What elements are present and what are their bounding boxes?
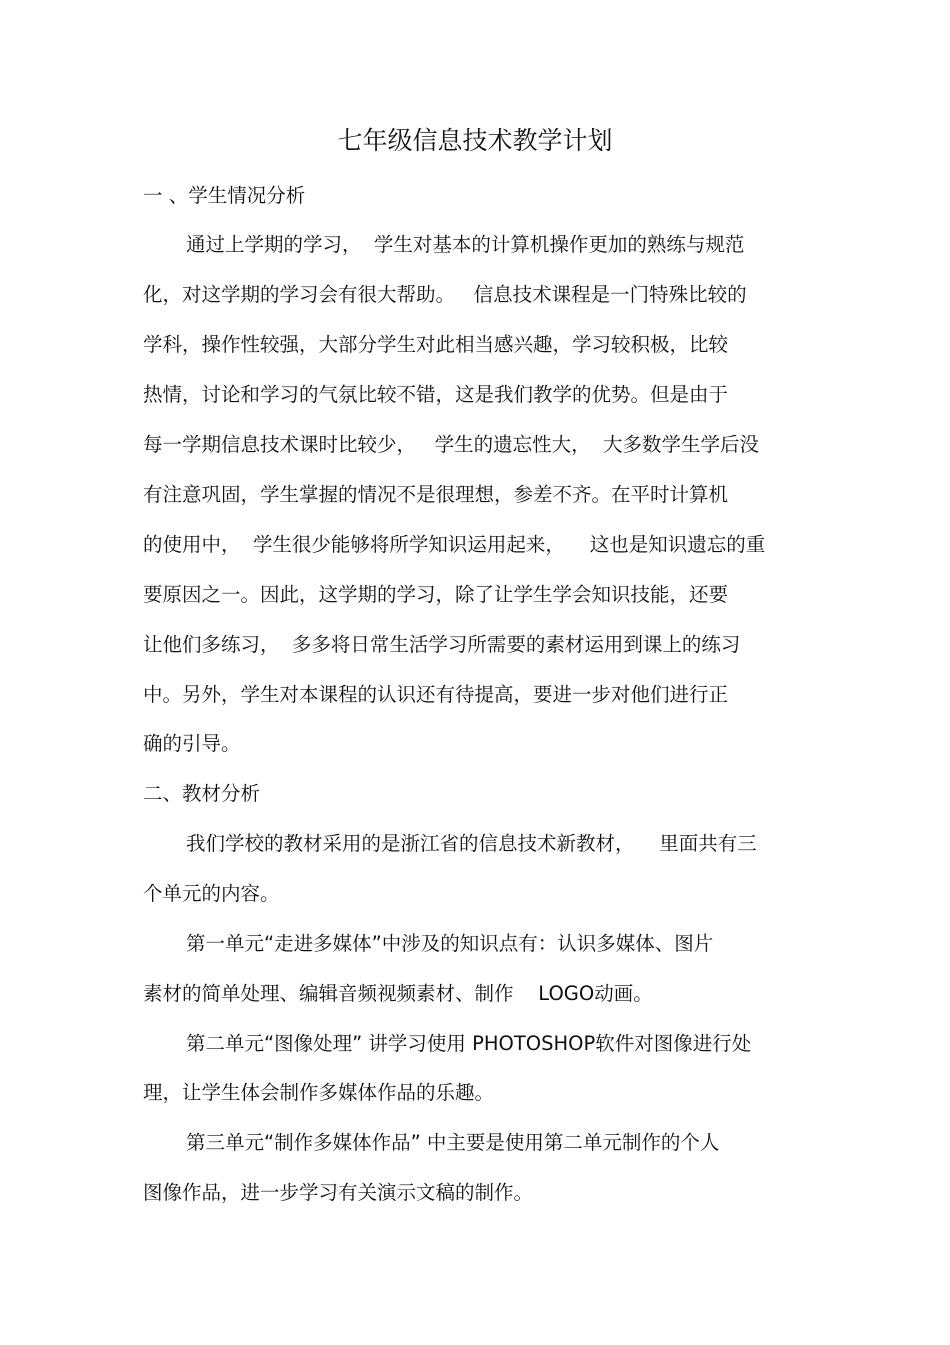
- paragraph-line: 化，对这学期的学习会有很大帮助。 信息技术课程是一门特殊比较的: [143, 283, 747, 306]
- paragraph-line: 中。另外，学生对本课程的认识还有待提高，要进一步对他们进行正: [143, 683, 729, 706]
- paragraph-line: 第三单元“制作多媒体作品” 中主要是使用第二单元制作的个人: [186, 1131, 720, 1154]
- paragraph-line: 我们学校的教材采用的是浙江省的信息技术新教材， 里面共有三: [186, 832, 757, 855]
- paragraph-line: 个单元的内容。: [143, 882, 280, 905]
- paragraph-line: 第一单元“走进多媒体”中涉及的知识点有：认识多媒体、图片: [186, 932, 714, 955]
- paragraph-line: 有注意巩固，学生掌握的情况不是很理想，参差不齐。在平时计算机: [143, 483, 729, 506]
- section-heading-textbook-analysis: 二、教材分析: [143, 782, 261, 805]
- paragraph-line: 让他们多练习， 多多将日常生活学习所需要的素材运用到课上的练习: [143, 633, 741, 656]
- paragraph-line: 通过上学期的学习， 学生对基本的计算机操作更加的熟练与规范: [186, 233, 745, 256]
- paragraph-line: 热情，讨论和学习的气氛比较不错，这是我们教学的优势。但是由于: [143, 383, 729, 406]
- document-title: 七年级信息技术教学计划: [337, 126, 613, 155]
- paragraph-line: 的使用中， 学生很少能够将所学知识运用起来， 这也是知识遗忘的重: [143, 533, 766, 556]
- paragraph-line: 第二单元“图像处理” 讲学习使用 PHOTOSHOP软件对图像进行处: [186, 1032, 752, 1055]
- paragraph-line: 每一学期信息技术课时比较少， 学生的遗忘性大， 大多数学生学后没: [143, 433, 759, 456]
- paragraph-line: 素材的简单处理、编辑音频视频素材、制作 LOGO动画。: [143, 982, 653, 1005]
- paragraph-line: 要原因之一。因此，这学期的学习，除了让学生学会知识技能，还要: [143, 583, 729, 606]
- paragraph-line: 确的引导。: [143, 732, 241, 755]
- section-heading-student-analysis: 一 、学生情况分析: [143, 184, 306, 207]
- paragraph-line: 图像作品，进一步学习有关演示文稿的制作。: [143, 1181, 534, 1204]
- paragraph-line: 理，让学生体会制作多媒体作品的乐趣。: [143, 1081, 495, 1104]
- paragraph-line: 学科，操作性较强，大部分学生对此相当感兴趣，学习较积极，比较: [143, 333, 729, 356]
